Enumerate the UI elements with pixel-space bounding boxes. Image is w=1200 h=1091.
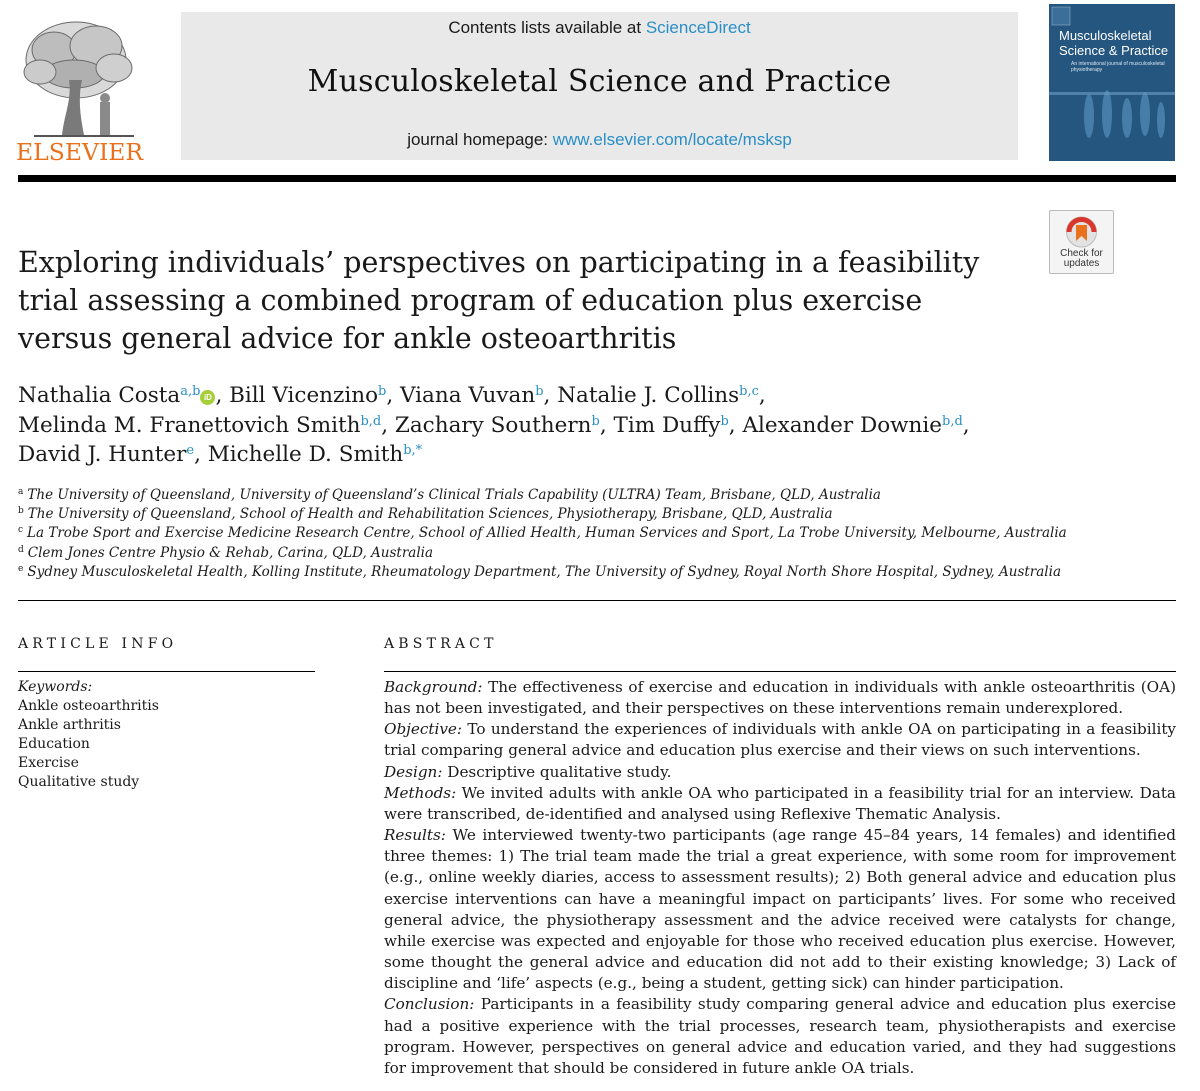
- elsevier-wordmark: ELSEVIER: [16, 138, 144, 166]
- keyword-item[interactable]: Exercise: [18, 755, 79, 771]
- abstract-label: Objective:: [384, 720, 463, 739]
- affiliation-key: a: [18, 487, 24, 497]
- abstract-heading: ABSTRACT: [384, 636, 498, 652]
- keyword-item[interactable]: Ankle osteoarthritis: [18, 698, 159, 714]
- cover-title: Musculoskeletal Science & Practice: [1059, 28, 1169, 58]
- abstract-text: The effectiveness of exercise and education in individuals with ankle osteoarthritis (OA) has not been investigated, and their perspectives on these interventions remain underexplored.: [384, 678, 1176, 718]
- affiliation-key: e: [18, 563, 24, 574]
- orcid-icon[interactable]: iD: [200, 390, 215, 405]
- elsevier-tree-icon: [14, 10, 154, 170]
- author-affiliation-ref[interactable]: b: [535, 384, 544, 399]
- affiliation-item: [18, 505, 1168, 524]
- crossmark-icon: [1050, 211, 1113, 251]
- abstract-section-design: [384, 762, 1176, 783]
- keywords-label: Keywords:: [18, 679, 93, 695]
- elsevier-logo[interactable]: [14, 10, 154, 170]
- author-name[interactable]: Zachary Southern: [394, 412, 592, 438]
- author-affiliation-ref[interactable]: b,c: [739, 384, 759, 399]
- affiliation-text: La Trobe Sport and Exercise Medicine Research Centre, School of Allied Health, Human Services and Sport, La Trobe University, Melbourne, Australia: [27, 525, 1067, 542]
- affiliation-key: b: [18, 506, 24, 517]
- keyword-item[interactable]: Education: [18, 736, 90, 752]
- keyword-item[interactable]: Ankle arthritis: [18, 717, 121, 733]
- homepage-prefix: journal homepage:: [407, 130, 553, 149]
- check-for-updates-label: Check for updates: [1060, 248, 1103, 269]
- affiliation-text: Clem Jones Centre Physio & Rehab, Carina, QLD, Australia: [27, 544, 434, 561]
- author-name[interactable]: Nathalia Costa: [18, 383, 181, 408]
- abstract-text: Participants in a feasibility study comparing general advice and education plus exercise had a positive experience with the trial processes, research team, physiotherapists and exercise program. However, perspectives on general advice and education varied, and they had suggestions for improvement that should be considered in future ankle OA trials.: [384, 995, 1177, 1077]
- affiliation-key: c: [18, 525, 24, 536]
- author-name[interactable]: Alexander Downie: [742, 412, 942, 438]
- journal-banner: [181, 12, 1018, 160]
- keyword-list: [18, 697, 159, 792]
- abstract-body: [384, 677, 1176, 1079]
- affiliation-text: The University of Queensland, University of Queensland’s Clinical Trials Capability (ULTRA) Team, Brisbane, QLD, Australia: [27, 487, 881, 503]
- homepage-link[interactable]: www.elsevier.com/locate/msksp: [552, 130, 792, 149]
- journal-title[interactable]: Musculoskeletal Science and Practice: [307, 64, 892, 99]
- contents-prefix: Contents lists available at: [448, 18, 646, 37]
- section-divider: [18, 600, 1176, 601]
- abstract-section-methods: [384, 783, 1176, 825]
- article-info-rule: [18, 671, 315, 672]
- abstract-label: Results:: [384, 826, 446, 845]
- author-affiliation-ref[interactable]: b: [720, 413, 729, 429]
- author-affiliation-ref[interactable]: b,*: [403, 443, 423, 458]
- affiliation-text: Sydney Musculoskeletal Health, Kolling Institute, Rheumatology Department, The University of Sydney, Royal North Shore Hospital, Sydney, Australia: [27, 563, 1061, 580]
- abstract-label: Conclusion:: [384, 995, 475, 1014]
- author-affiliation-ref[interactable]: a,b: [180, 384, 201, 399]
- abstract-section-objective: [384, 719, 1176, 761]
- abstract-rule: [384, 671, 1176, 672]
- abstract-section-conclusion: [384, 994, 1176, 1079]
- author-list: Nathalia Costa$^{a,b}$ iD , Bill Vicenzino$^b$, Viana Vuvan$^b$, Natalie J. Collins$^{b,c}$, Melinda M. Franettovich Smith$^{b,d}$, Zachary Southern$^b$, Tim Duffy$^b$, Alexander Downie$^{b,d}$, David J. Hunter$^e$, Michelle D. Smith$^{b,*}$: [18, 383, 970, 467]
- author-name[interactable]: Michelle D. Smith: [207, 442, 404, 467]
- affiliation-item: [18, 563, 1168, 582]
- sciencedirect-link[interactable]: ScienceDirect: [645, 18, 751, 37]
- affiliation-key: d: [18, 544, 24, 555]
- author-affiliation-ref[interactable]: b,d: [360, 413, 382, 429]
- header-rule: [18, 175, 1176, 182]
- cover-subtitle: An international journal of musculoskeletal physiotherapy: [1071, 61, 1165, 73]
- author-affiliation-ref[interactable]: b: [591, 413, 600, 429]
- author-name[interactable]: Natalie J. Collins: [557, 383, 740, 408]
- abstract-text: We interviewed twenty-two participants (age range 45–84 years, 14 females) and identified three themes: 1) The trial team made the trial a great experience, with some room for improvement (e.g., online weekly diaries, access to assessment results); 2) Both general advice and education plus exercise interventions can have a meaningful impact on participants’ lives. For some who received general advice, the physiotherapy assessment and the advice received were catalysts for change, while exercise was expected and enjoyable for those who received education plus exercise. However, some thought the general advice and education did not add to their existing knowledge; 3) Lack of discipline and ‘life’ aspects (e.g., being a student, getting sick) can hinder participation.: [384, 826, 1177, 993]
- article-info-heading: ARTICLE INFO: [18, 636, 178, 652]
- affiliation-text: The University of Queensland, School of Health and Rehabilitation Sciences, Physiotherapy, Brisbane, QLD, Australia: [27, 506, 833, 523]
- author-name[interactable]: David J. Hunter: [18, 442, 187, 467]
- author-affiliation-ref[interactable]: e: [186, 443, 195, 458]
- author-name[interactable]: Melinda M. Franettovich Smith: [18, 412, 361, 438]
- check-for-updates-button[interactable]: [1049, 210, 1114, 274]
- abstract-label: Methods:: [384, 783, 457, 802]
- abstract-label: Design:: [384, 762, 443, 781]
- abstract-text: Descriptive qualitative study.: [447, 762, 672, 781]
- author-name[interactable]: Bill Vicenzino: [229, 383, 379, 408]
- abstract-text: We invited adults with ankle OA who participated in a feasibility trial for an interview. Data were transcribed, de-identified and analysed using Reflexive Thematic Analysis.: [384, 783, 1176, 823]
- affiliation-item: [18, 544, 1168, 563]
- affiliation-list: [18, 486, 1168, 582]
- affiliation-item: [18, 524, 1168, 543]
- affiliation-item: [18, 486, 1168, 505]
- abstract-section-results: [384, 825, 1176, 994]
- abstract-label: Background:: [384, 678, 483, 696]
- contents-line: [181, 18, 1018, 38]
- keyword-item[interactable]: Qualitative study: [18, 774, 140, 790]
- abstract-text: To understand the experiences of individuals with ankle OA on participating in a feasibility trial comparing general advice and education plus exercise and their views on such interventions.: [384, 720, 1176, 760]
- article-title: Exploring individuals’ perspectives on participating in a feasibility trial assessing a combined program of education plus exercise versus general advice for ankle osteoarthritis: [18, 246, 980, 355]
- journal-cover[interactable]: [1049, 4, 1175, 161]
- author-affiliation-ref[interactable]: b: [378, 384, 387, 399]
- author-name[interactable]: Tim Duffy: [613, 412, 721, 438]
- author-name[interactable]: Viana Vuvan: [400, 383, 536, 408]
- abstract-section-background: [384, 677, 1176, 719]
- homepage-line: [181, 130, 1018, 150]
- author-affiliation-ref[interactable]: b,d: [942, 413, 963, 429]
